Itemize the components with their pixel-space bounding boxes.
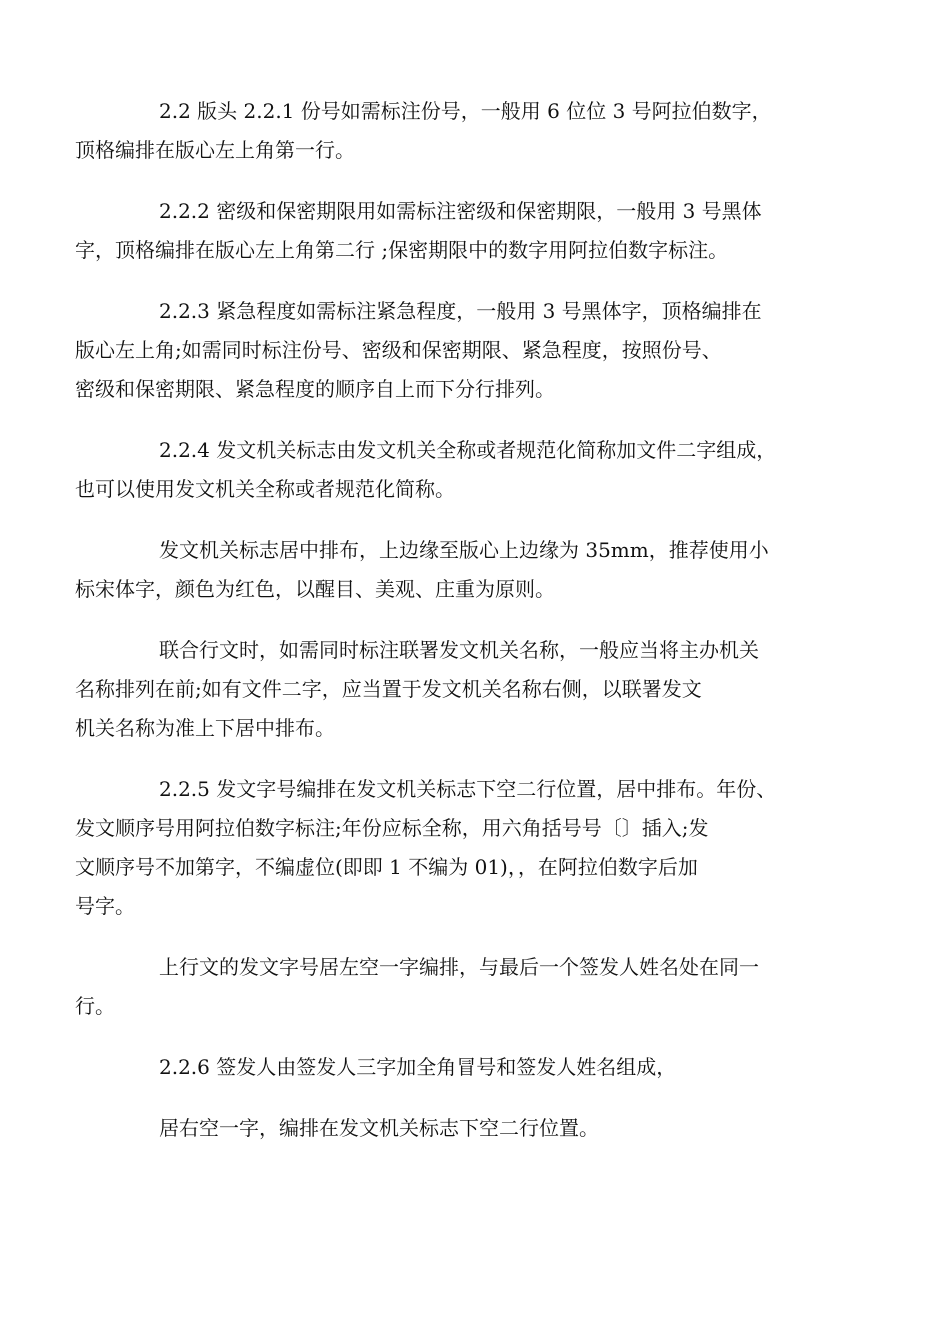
document-page (75, 92, 837, 1170)
paragraph (75, 192, 837, 270)
paragraph-line: 2.2 版头 2.2.1 份号如需标注份号，一般用 6 位位 3 号阿拉伯数字， (159, 99, 772, 123)
paragraph-line: 也可以使用发文机关全称或者规范化简称。 (75, 477, 455, 501)
paragraph-line: 文顺序号不加第字，不编虚位(即即 1 不编为 01)，，在阿拉伯数字后加 (75, 855, 698, 879)
paragraph (75, 431, 837, 509)
paragraph-line: 2.2.3 紧急程度如需标注紧急程度，一般用 3 号黑体字，顶格编排在 (159, 299, 762, 323)
paragraph (117, 1109, 837, 1148)
paragraph-line: 行。 (75, 994, 115, 1018)
paragraph-line: 密级和保密期限、紧急程度的顺序自上而下分行排列。 (75, 377, 555, 401)
paragraph (75, 948, 837, 1026)
paragraph (117, 1048, 837, 1087)
paragraph-line: 发文机关标志居中排布，上边缘至版心上边缘为 35mm，推荐使用小 (159, 538, 769, 562)
paragraph-line: 字，顶格编排在版心左上角第二行 ;保密期限中的数字用阿拉伯数字标注。 (75, 238, 729, 262)
paragraph (75, 292, 837, 409)
paragraph-line: 2.2.4 发文机关标志由发文机关全称或者规范化简称加文件二字组成， (159, 438, 777, 462)
paragraph (75, 531, 837, 609)
paragraph (75, 92, 837, 170)
paragraph-line: 机关名称为准上下居中排布。 (75, 716, 335, 740)
paragraph-line: 2.2.5 发文字号编排在发文机关标志下空二行位置，居中排布。年份、 (159, 777, 777, 801)
paragraph-line: 2.2.6 签发人由签发人三字加全角冒号和签发人姓名组成， (159, 1055, 677, 1079)
paragraph-line: 发文顺序号用阿拉伯数字标注;年份应标全称，用六角括号号〔〕插入;发 (75, 816, 709, 840)
paragraph-line: 名称排列在前;如有文件二字，应当置于发文机关名称右侧，以联署发文 (75, 677, 702, 701)
paragraph-line: 版心左上角;如需同时标注份号、密级和保密期限、紧急程度，按照份号、 (75, 338, 722, 362)
paragraph-line: 号字。 (75, 894, 135, 918)
paragraph (75, 631, 837, 748)
paragraph-line: 居右空一字，编排在发文机关标志下空二行位置。 (159, 1116, 599, 1140)
paragraph-line: 联合行文时，如需同时标注联署发文机关名称，一般应当将主办机关 (159, 638, 759, 662)
paragraph-line: 上行文的发文字号居左空一字编排，与最后一个签发人姓名处在同一 (159, 955, 759, 979)
paragraph-line: 标宋体字，颜色为红色，以醒目、美观、庄重为原则。 (75, 577, 555, 601)
paragraph-line: 顶格编排在版心左上角第一行。 (75, 138, 355, 162)
paragraph (75, 770, 837, 926)
paragraph-line: 2.2.2 密级和保密期限用如需标注密级和保密期限，一般用 3 号黑体 (159, 199, 762, 223)
